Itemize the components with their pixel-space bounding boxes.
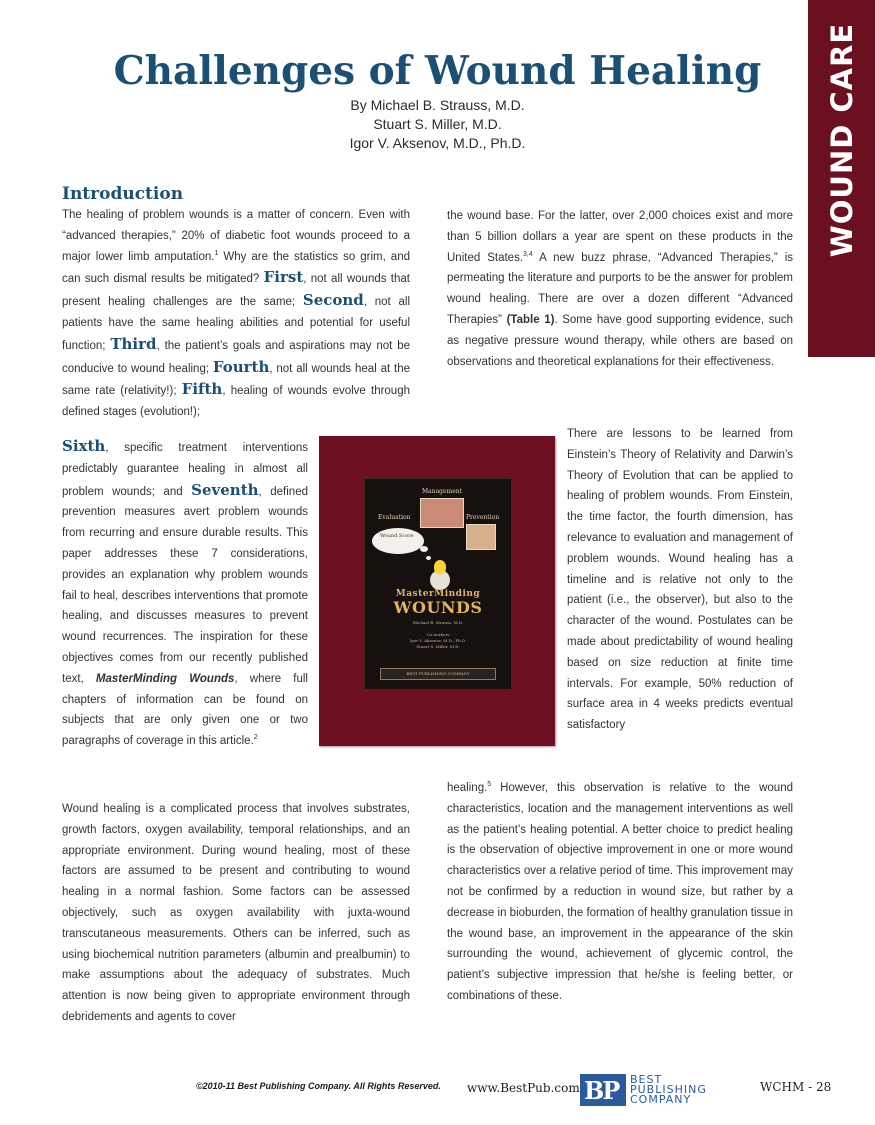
footnote-ref: 1 bbox=[214, 249, 219, 257]
cover-coauthor-1: Igor V. Aksenov, M.D., Ph.D. bbox=[409, 638, 467, 643]
cover-label-management: Management bbox=[422, 488, 463, 495]
cover-label-score: Wound Score bbox=[380, 533, 414, 539]
article-title: Challenges of Wound Healing bbox=[113, 48, 762, 94]
text: , where full chapters of information can be found on subjects that are only given one or two paragraphs of coverage in this article. bbox=[62, 672, 308, 748]
keyword-sixth: Sixth bbox=[62, 437, 106, 455]
keyword-first: First bbox=[263, 268, 304, 287]
text: However, this observation is relative to the wound characteristics, location and the management interventions as well as the patient’s healing potential. A better choice to predict healing is the observation of objective improvement in one or more wound characteristics over a relative period of time. This improvement may not be confirmed by a reduction in wound size, but rather by a decrease in bioburden, the formation of healthy granulation tissue in the wound base, an improvement in the appearance of the skin surrounding the wound, achievement of glycemic control, the patient’s subjective impression that he/she is feeling better, or combinations of these. bbox=[447, 782, 793, 1002]
text: . Some have good supporting evidence, such as negative pressure wound therapy, while others are based on observations and theoretical explanations for their effectiveness. bbox=[447, 313, 793, 368]
logo-line-1: BEST bbox=[630, 1073, 663, 1086]
footnote-ref: 3,4 bbox=[523, 250, 533, 258]
cover-coauthor-2: Stuart S. Miller, M.D. bbox=[416, 644, 460, 649]
column2-paragraph-2-narrow bbox=[567, 424, 793, 736]
text: , specific treatment interventions predictably guarantee healing in almost all problem wounds; and bbox=[62, 442, 308, 498]
publisher-logo-icon bbox=[580, 1074, 626, 1106]
cover-title-line2: WOUNDS bbox=[393, 598, 483, 617]
intro-paragraph-part-2 bbox=[62, 436, 308, 752]
author-1: By Michael B. Strauss, M.D. bbox=[350, 97, 525, 113]
footer-url-link[interactable]: www.BestPub.com bbox=[467, 1081, 580, 1095]
text: Wound healing is a complicated process that involves substrates, growth factors, oxygen availability, temporal relationships, and an appropriate environment. During wound healing, most of these factors are assumed to be present and contributing to wound healing in a normal fashion. Some factors can be assessed objectively, such as oxygen availability with juxta-wound transcutaneous measurements. Others can be inferred, such as using biochemical nutrition parameters (albumin and prealbumin) to make assumptions about the adequacy of substrates. Much attention is now being given to appropriate environment through debridements and agents to cover bbox=[62, 803, 410, 1023]
wound-healing-paragraph bbox=[62, 799, 410, 1028]
cover-publisher: BEST PUBLISHING COMPANY bbox=[406, 671, 470, 676]
footnote-ref: 5 bbox=[487, 781, 492, 789]
side-tab-label: WOUND CARE bbox=[825, 22, 859, 258]
cover-author: Michael B. Strauss, M.D. bbox=[412, 620, 464, 625]
cover-thought-cloud bbox=[372, 528, 424, 554]
author-2: Stuart S. Miller, M.D. bbox=[373, 116, 502, 132]
text: , defined prevention measures avert problem wounds from recurring and ensure durable results. This paper addresses these 7 considerations, provides an explanation why problem wounds fail to heal, describes interventions that promote healing, and discusses measures to prevent wound recurrences. The inspiration for these objectives comes from our recently published text, bbox=[62, 485, 308, 685]
text: , healing of wounds evolve through defined stages (evolution!); bbox=[62, 385, 410, 419]
text: There are lessons to be learned from Einstein’s Theory of Relativity and Darwin’s Theory of Evolution that can be applied to healing of problem wounds. From Einstein, the time factor, the fourth dimension, has relevance to evaluation and management of problem wounds. Wound healing has a timeline and is relative not only to the patient (i.e., the observer), but also to the character of the wound. Postulates can be made about predictability of wound healing based on size reduction at finite time intervals. For example, 50% reduction of surface area in 4 weeks predicts eventual satisfactory bbox=[567, 428, 793, 732]
text: , the patient’s goals and aspirations may not be conducive to wound healing; bbox=[62, 339, 410, 375]
cover-coauthors-head: Co-Authors bbox=[426, 632, 450, 637]
cover-title-line1: MasterMinding bbox=[395, 589, 481, 599]
footnote-ref: 2 bbox=[253, 734, 258, 742]
author-3: Igor V. Aksenov, M.D., Ph.D. bbox=[349, 135, 526, 151]
cover-thought-dot-1 bbox=[420, 546, 428, 552]
text: healing. bbox=[447, 782, 488, 794]
book-title-ref: MasterMinding Wounds bbox=[95, 672, 235, 685]
logo-line-3: COMPANY bbox=[630, 1093, 692, 1106]
text: , not all wounds heal at the same rate (relativity!); bbox=[62, 362, 410, 398]
logo-mark-text: BP bbox=[584, 1076, 619, 1105]
cover-thought-dot-2 bbox=[426, 556, 431, 560]
text: The healing of problem wounds is a matter of concern. Even with “advanced therapies,” 20% of diabetic foot wounds proceed to a major lower limb amputation. bbox=[62, 209, 410, 263]
keyword-second: Second bbox=[302, 291, 364, 310]
intro-paragraph-part-1 bbox=[62, 205, 410, 423]
cover-wound-photo-2 bbox=[466, 524, 496, 550]
cover-label-prevention: Prevention bbox=[466, 514, 500, 521]
page-number: WCHM - 28 bbox=[760, 1080, 832, 1094]
keyword-fourth: Fourth bbox=[212, 357, 270, 376]
cover-wound-photo-1 bbox=[420, 498, 464, 528]
logo-line-2: PUBLISHING bbox=[630, 1083, 707, 1096]
keyword-fifth: Fifth bbox=[181, 380, 223, 399]
text: Why are the statistics so grim, and can such dismal results be mitigated? bbox=[62, 250, 410, 286]
section-heading-introduction: Introduction bbox=[62, 184, 184, 204]
text: the wound base. For the latter, over 2,000 choices exist and more than 5 billion dollars a year are spent on these products in the United States. bbox=[447, 210, 793, 264]
text: , not all wounds that present healing challenges are the same; bbox=[62, 273, 410, 309]
publisher-logo-text bbox=[630, 1075, 740, 1105]
keyword-third: Third bbox=[110, 334, 157, 353]
text: A new buzz phrase, “Advanced Therapies,” is permeating the literature and purports to be the answer for problem wound healing. There are over a dozen different “Advanced Therapies” bbox=[447, 251, 793, 326]
column2-paragraph-1 bbox=[447, 206, 793, 372]
footer-copyright: ©2010-11 Best Publishing Company. All Rights Reserved. bbox=[196, 1081, 441, 1091]
author-list bbox=[0, 96, 875, 153]
keyword-seventh: Seventh bbox=[191, 480, 259, 499]
cover-label-evaluation: Evaluation bbox=[378, 514, 411, 521]
column2-paragraph-2-wide bbox=[447, 778, 793, 1007]
lightbulb-icon bbox=[434, 560, 446, 574]
table-ref: (Table 1) bbox=[506, 313, 555, 326]
text: , not all patients have the same healing abilities and potential for useful function; bbox=[62, 296, 411, 352]
